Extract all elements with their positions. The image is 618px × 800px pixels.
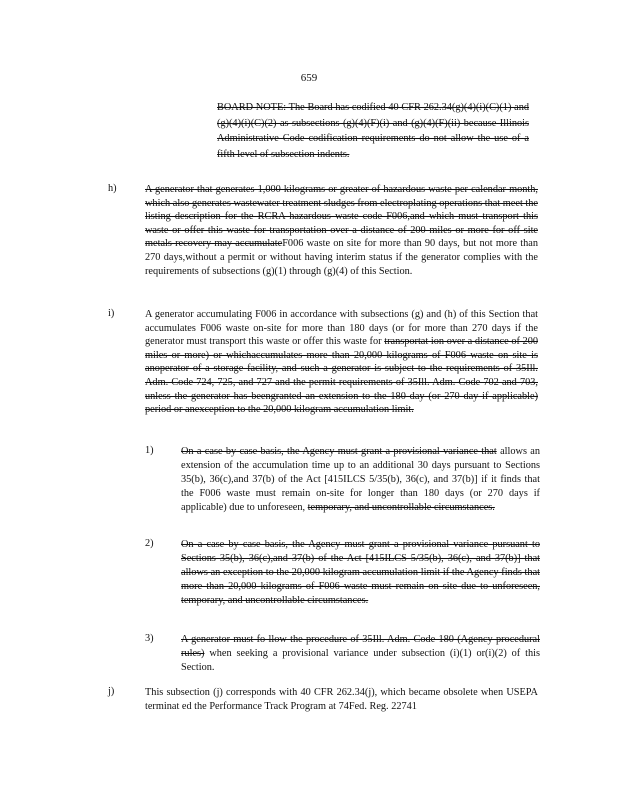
subsection-i-plain-text: A generator accumulating F006 in accordance with subsections (g) and (h) of this Section that accumulates F006 waste on-site for more than 180 days (or for more than 270 days if the generator must transport this waste or offer this waste for	[145, 309, 538, 348]
subsection-i-1-text	[181, 445, 540, 515]
subsection-i-3-label: 3)	[145, 633, 154, 644]
subsection-i-struck-text: transportat ion over a distance of 200 miles or more) or whichaccumulates more than 20,000 kilograms of F006 waste on site is anoperator of a storage facility, and such a generator is subject to the requirements of 35Ill. Adm. Code 724, 725, and 727 and the permit requirements of 35Ill. Adm. Code 702 and 703, unless the generator has beengranted an extension to the 180 day (or 270 day if applicable) period or anexception to the 20,000 kilogram accumulation limit.	[145, 336, 539, 416]
subsection-i-1-struck-text-b: temporary, and uncontrollable circumstances.	[307, 502, 495, 513]
subsection-i-2-label: 2)	[145, 538, 154, 549]
subsection-h-text	[145, 183, 538, 278]
subsection-i-3-plain-text: when seeking a provisional variance under subsection (i)(1) or(i)(2) of this Section.	[181, 648, 540, 673]
subsection-i-3-text	[181, 633, 540, 675]
subsection-i-2-struck-text: On a case by case basis, the Agency must grant a provisional variance pursuant to Sections 35(b), 36(c),and 37(b) of the Act [415ILCS 5/35(b), 36(c), and 37(b)] that allows an exception to the 20,000 kilogram accumulation limit if the Agency finds that more than 20,000 kilograms of F006 waste must remain on site due to unforeseen, temporary, and uncontrollable circumstances.	[181, 539, 540, 606]
subsection-j-plain-text: This subsection (j) corresponds with 40 CFR 262.34(j), which became obsolete when USEPA terminat ed the Performance Track Program at 74Fed. Reg. 22741	[145, 687, 538, 712]
subsection-i-1-label: 1)	[145, 445, 154, 456]
subsection-j-text	[145, 686, 538, 713]
subsection-h-label: h)	[108, 183, 117, 194]
subsection-i-3-struck-text: A generator must fo llow the procedure of 35Ill. Adm. Code 180 (Agency procedural rules)	[181, 634, 540, 659]
subsection-i-text	[145, 308, 538, 417]
board-note	[217, 100, 529, 162]
board-note-struck-text: BOARD NOTE: The Board has codified 40 CFR 262.34(g)(4)(i)(C)(1) and (g)(4)(i)(C)(2) as subsections (g)(4)(F)(i) and (g)(4)(F)(ii) because Illinois Administrative Code codification requirements do not allow the use of a fifth level of subsection indents.	[217, 102, 529, 160]
subsection-i-label: i)	[108, 308, 115, 319]
subsection-h-struck-text: A generator that generates 1,000 kilograms or greater of hazardous waste per calendar month, which also generates wastewater treatment sludges from electroplating operations that meet the listing description for the RCRA hazardous waste code F006,and which must transport this waste or offer this waste for transportation over a distance of 200 miles or more for off site metals recovery may accumulate	[145, 184, 538, 250]
subsection-i-2-text	[181, 538, 540, 608]
subsection-j-label: j)	[108, 686, 115, 697]
subsection-i-1-struck-text-a: On a case by case basis, the Agency must grant a provisional variance that	[181, 446, 497, 457]
subsection-h-plain-text: F006 waste on site for more than 90 days, but not more than 270 days,without a permit or without having interim status if the generator complies with the requirements of subsections (g)(1) through (g)(4) of this Section.	[145, 238, 538, 277]
page-number: 659	[300, 72, 318, 84]
subsection-i-1-plain-text: allows an extension of the accumulation time up to an additional 30 days pursuant to Sections 35(b), 36(c),and 37(b) of the Act [415ILCS 5/35(b), 36(c), and 37(b)] if it finds that the F006 waste must remain on-site for longer than 180 days (or 270 days if applicable) due to unforeseen,	[181, 446, 540, 513]
